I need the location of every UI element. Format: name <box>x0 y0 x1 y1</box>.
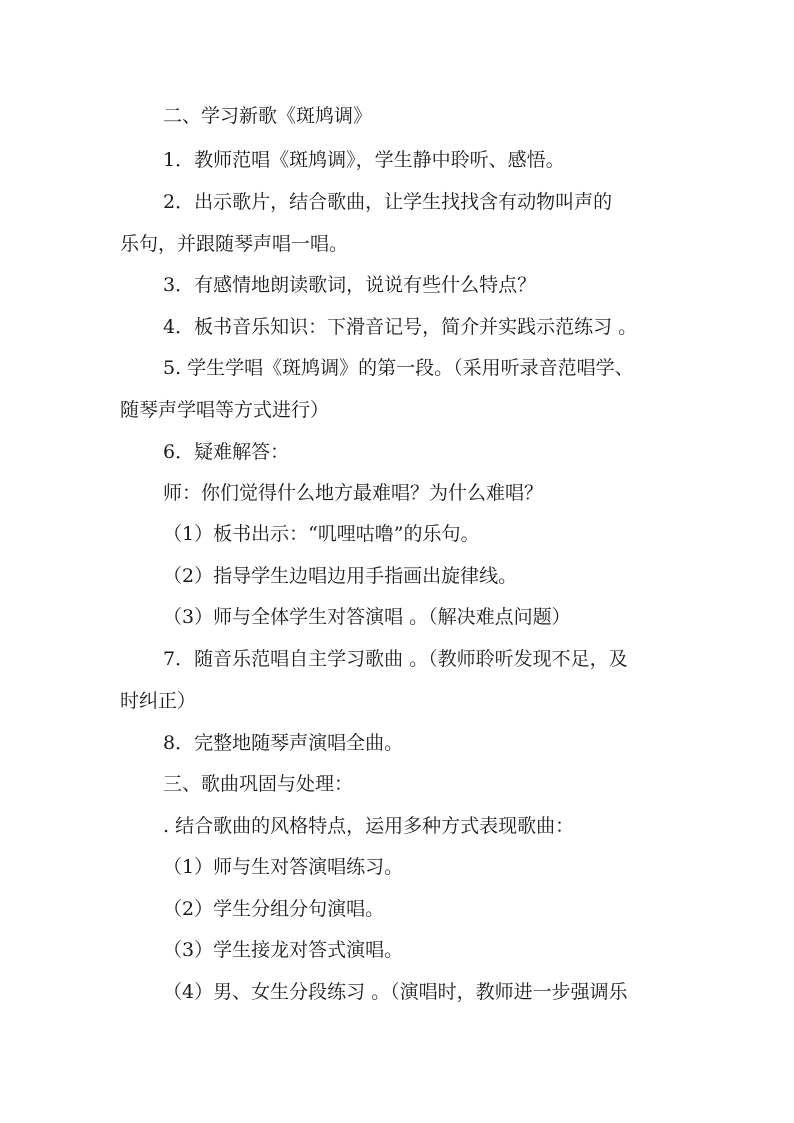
step-5-learn-first-verse: 5. 学生学唱《斑鸠调》的第一段。（采用听录音范唱学、 <box>163 357 634 379</box>
step-3-read-lyrics: 3．有感情地朗读歌词，说说有些什么特点？ <box>163 274 537 296</box>
practice-4-boys-girls: （4）男、女生分段练习 。（演唱时，教师进一步强调乐 <box>163 981 628 1003</box>
step-7-continuation: 时纠正） <box>120 690 197 712</box>
step-6-questions: 6．疑难解答： <box>163 441 290 463</box>
step-5-continuation: 随琴声学唱等方式进行） <box>120 399 330 421</box>
step-7-self-study: 7．随音乐范唱自主学习歌曲 。（教师聆听发现不足，及 <box>163 648 628 670</box>
step-4-music-knowledge: 4．板书音乐知识：下滑音记号，简介并实践示范练习 。 <box>163 316 638 338</box>
sub-step-1-board: （1）板书出示：“叽哩咕噜”的乐句。 <box>163 523 480 545</box>
sub-step-2-melody-line: （2）指导学生边唱边用手指画出旋律线。 <box>163 565 518 587</box>
teacher-question: 师：你们觉得什么地方最难唱？为什么难唱？ <box>163 482 544 504</box>
section-heading-consolidation: 三、歌曲巩固与处理： <box>163 773 354 795</box>
practice-2-group-singing: （2）学生分组分句演唱。 <box>163 898 385 920</box>
step-1-teacher-demo: 1．教师范唱《斑鸠调》，学生静中聆听、感悟。 <box>163 149 565 171</box>
practice-3-relay-singing: （3）学生接龙对答式演唱。 <box>163 939 404 961</box>
sub-step-3-call-response: （3）师与全体学生对答演唱 。（解决难点问题） <box>163 606 571 628</box>
section-heading-learn-new-song: 二、学习新歌《斑鸠调》 <box>163 105 373 127</box>
practice-1-call-response: （1）师与生对答演唱练习。 <box>163 856 404 878</box>
step-2-show-song-card: 2．出示歌片，结合歌曲，让学生找找含有动物叫声的 <box>163 191 613 213</box>
consolidation-intro: . 结合歌曲的风格特点，运用多种方式表现歌曲： <box>163 815 575 837</box>
step-8-full-song: 8．完整地随琴声演唱全曲。 <box>163 732 404 754</box>
step-2-continuation: 乐句，并跟随琴声唱一唱。 <box>120 233 349 255</box>
